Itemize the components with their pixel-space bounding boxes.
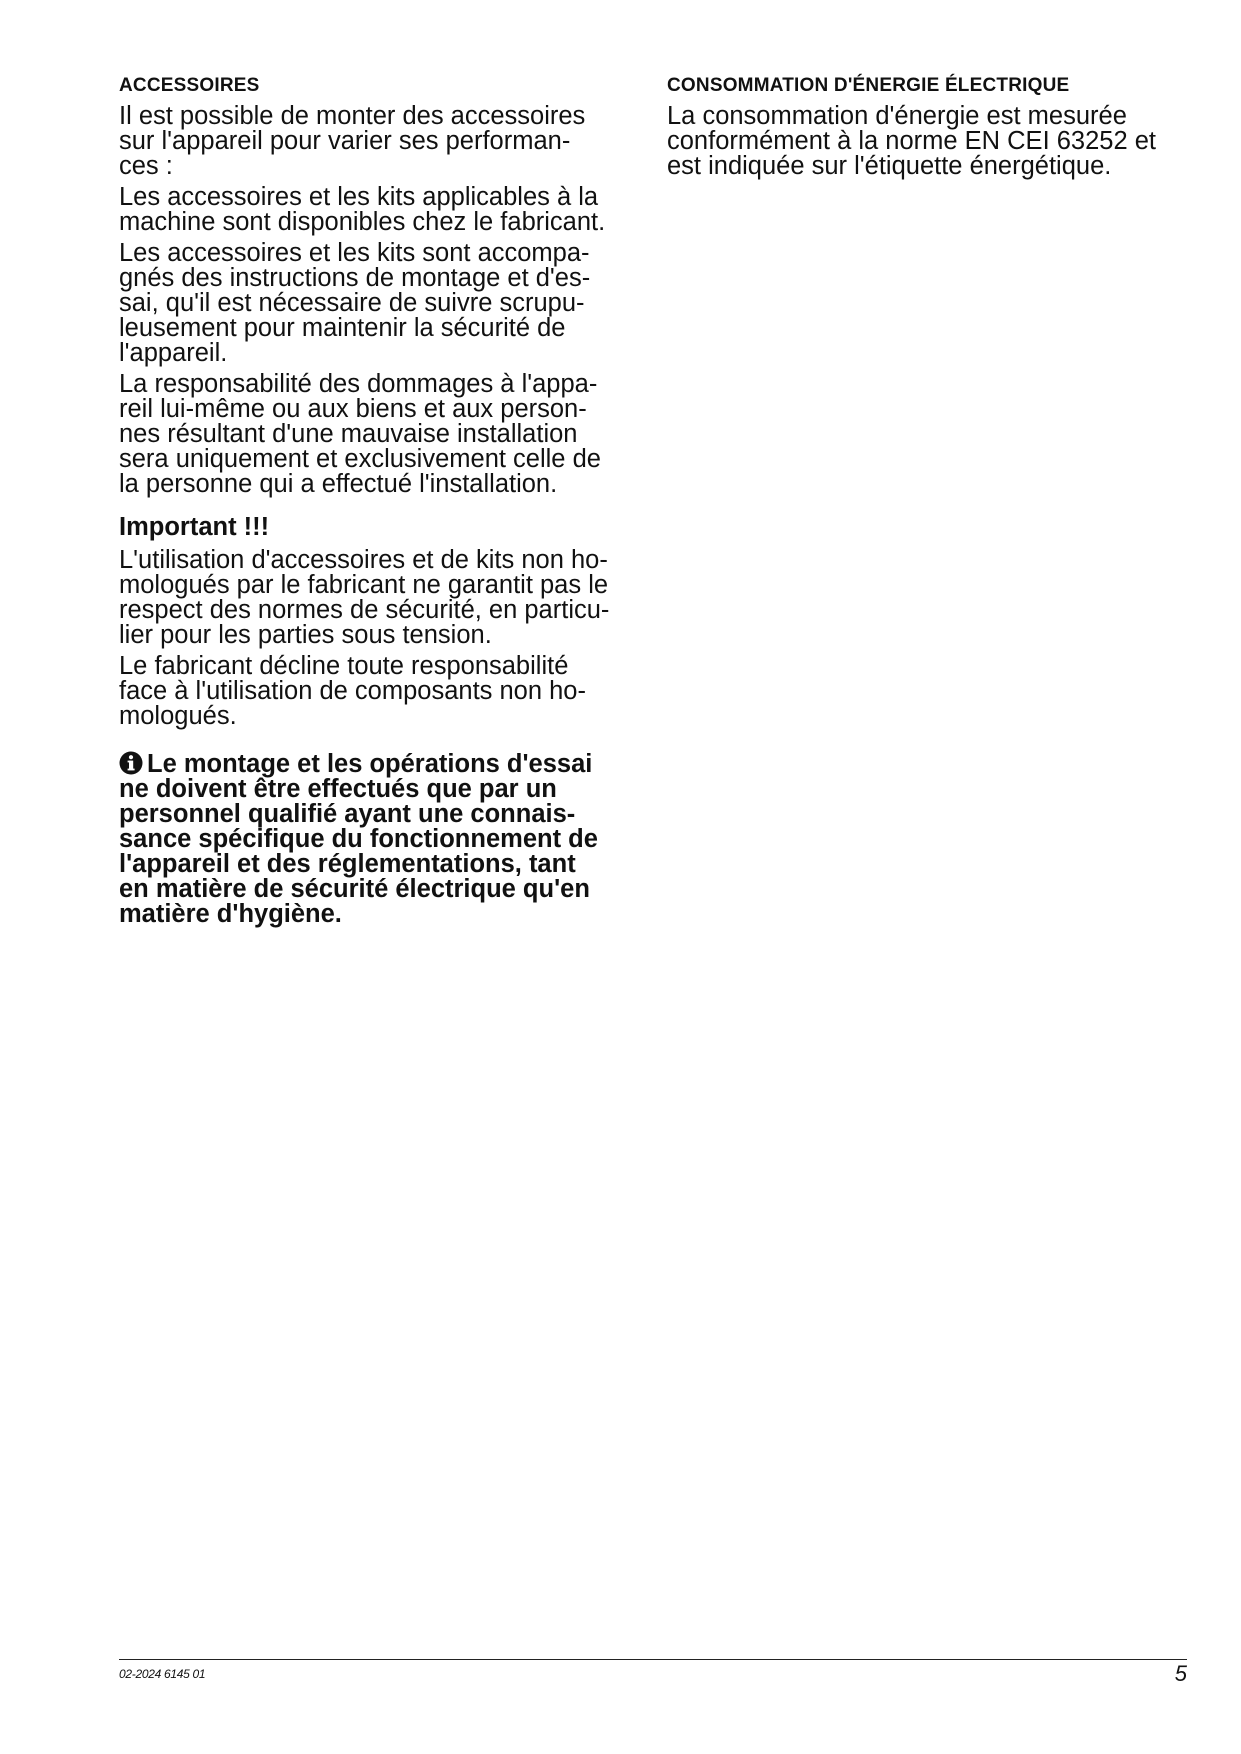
accessories-paragraph-4: La responsabilité des dommages à l'appa- reil lui-même ou aux biens et aux person- nes résultant d'une mauvaise installation sera uniquement et exclusivement celle de la personne qui a effectué l'installation. xyxy=(119,370,601,498)
page-number: 5 xyxy=(1174,1661,1187,1686)
footer-divider xyxy=(119,1659,1187,1660)
energy-consumption-heading: CONSOMMATION D'ÉNERGIE ÉLECTRIQUE xyxy=(667,75,1070,96)
accessories-heading: ACCESSOIRES xyxy=(119,75,260,96)
document-code: 02-2024 6145 01 xyxy=(119,1667,206,1681)
warning-text: Le montage et les opérations d'essai ne doivent être effectués que par un personnel qualifié ayant une connais- sance spécifique du fonctionnement de l'appareil et des réglementations, tant en matière de sécurité électrique qu'en matière d'hygiène. xyxy=(119,750,598,928)
accessories-paragraph-2: Les accessoires et les kits applicables à la machine sont disponibles chez le fabricant. xyxy=(119,183,606,236)
accessories-paragraph-3: Les accessoires et les kits sont accompa- gnés des instructions de montage et d'es- sai, qu'il est nécessaire de suivre scrupu- leusement pour maintenir la sécurité de l'appareil. xyxy=(119,239,591,367)
important-heading: Important !!! xyxy=(119,513,270,541)
qualified-personnel-warning xyxy=(119,751,644,927)
right-column xyxy=(667,74,1187,185)
accessories-paragraph-1: Il est possible de monter des accessoires sur l'appareil pour varier ses performan- ces : xyxy=(119,102,586,180)
important-paragraph-1: L'utilisation d'accessoires et de kits non ho- mologués par le fabricant ne garantit pas le respect des normes de sécurité, en particu- lier pour les parties sous tension. xyxy=(119,546,610,649)
important-paragraph-2: Le fabricant décline toute responsabilité face à l'utilisation de composants non ho- mologués. xyxy=(119,652,586,730)
info-circle-icon xyxy=(119,751,143,775)
energy-consumption-paragraph: La consommation d'énergie est mesurée conformément à la norme EN CEI 63252 et est indiquée sur l'étiquette énergétique. xyxy=(667,102,1156,180)
left-column xyxy=(119,74,644,927)
